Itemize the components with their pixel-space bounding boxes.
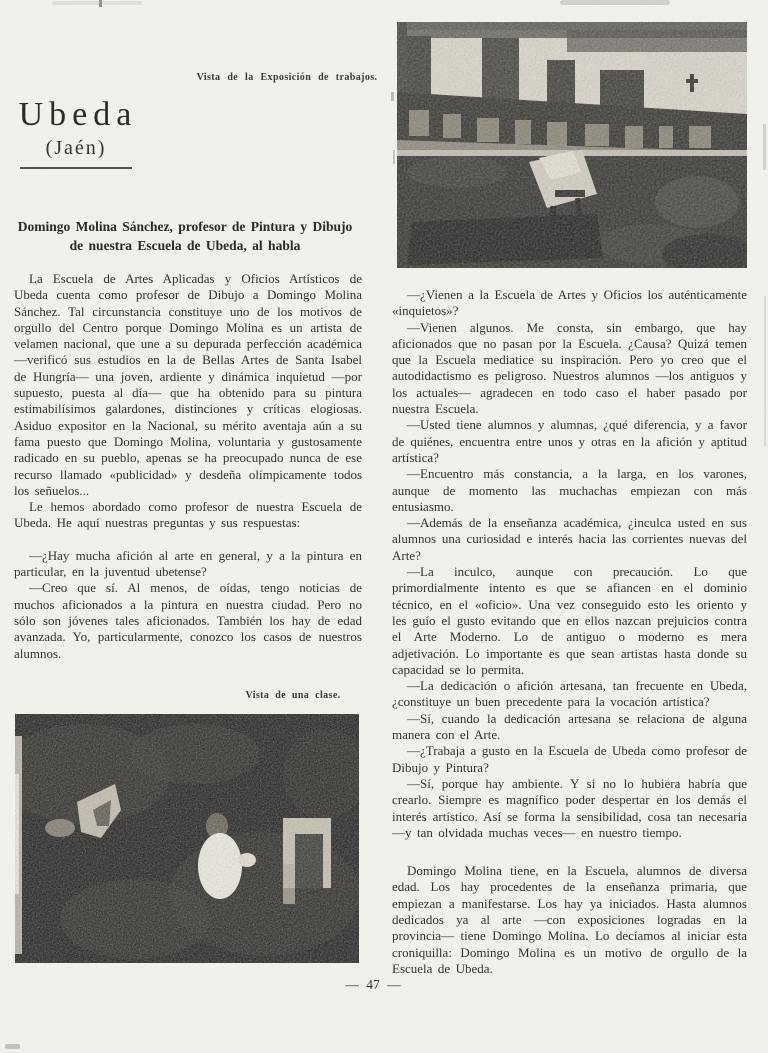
scan-artifact bbox=[764, 296, 766, 446]
scan-artifact bbox=[99, 0, 102, 7]
scan-artifact bbox=[393, 150, 395, 164]
interview-question: —Usted tiene alumnos y alumnas, ¿qué diferencia, y a favor de quiénes, encuentra entre unos y otras en la afición y aptitud artística? bbox=[392, 417, 747, 465]
interview-question: —¿Hay mucha afición al arte en general, y a la pintura en particular, en la juventud ubetense? bbox=[14, 547, 362, 580]
interview-answer: —Encuentro más constancia, a la larga, en los varones, aunque de momento las muchachas empiezan con más entusiasmo. bbox=[392, 466, 747, 514]
class-photo-caption: Vista de una clase. bbox=[245, 690, 341, 701]
title-block bbox=[10, 96, 142, 169]
page-title: Ubeda bbox=[18, 96, 138, 133]
interview-question: —¿Vienen a la Escuela de Artes y Oficios los auténticamente «inquietos»? bbox=[392, 287, 747, 319]
page-number: — 47 — bbox=[345, 977, 401, 992]
right-column bbox=[392, 287, 747, 977]
exhibition-photo bbox=[397, 22, 747, 268]
exhibition-photo-caption: Vista de la Exposición de trabajos. bbox=[196, 72, 378, 83]
title-underline bbox=[20, 167, 132, 169]
scan-artifact bbox=[5, 1044, 20, 1049]
scan-artifact bbox=[560, 0, 670, 5]
closing-paragraph: Domingo Molina tiene, en la Escuela, alumnos de diversa edad. Los hay procedentes de la enseñanza primaria, que empiezan a manifestarse. Los hay ya iniciados. Hasta alumnos dedicados ya al arte —con exposiciones logradas en la provincia— tiene Domingo Molina. Lo decíamos al iniciar esta croniquilla: Domingo Molina es un motivo de orgullo de la Escuela de Ubeda. bbox=[392, 863, 747, 976]
paragraph: La Escuela de Artes Aplicadas y Oficios Artísticos de Ubeda cuenta como profesor de Dibujo a Domingo Molina Sánchez. Tal circunstancia constituye uno de los motivos de orgullo del Centro porque Domingo Molina es un artista de velamen nacional, que une a su depurada perfección académica —verificó sus estudios en la de Bellas Artes de Santa Isabel de Hungría— una joven, ardiente y dinámica inquietud —por supuesto, puesta al día— que ha obtenido para su pintura estimabilísimos galardones, distinciones y críticas elogiosas. Asiduo expositor en la Nacional, su mérito aventaja aún a su fama puesto que Domingo Molina, voluntaria y gustosamente radicado en su pueblo, apenas se ha preocupado nunca de ese recurso llamado «publicidad» y desdeña olímpicamente todos los señuelos... bbox=[14, 271, 362, 498]
class-photo bbox=[15, 714, 359, 963]
paragraph: Le hemos abordado como profesor de nuestra Escuela de Ubeda. He aquí nuestras preguntas y sus respuestas: bbox=[14, 499, 362, 531]
interview-question: —¿Trabaja a gusto en la Escuela de Ubeda como profesor de Dibujo y Pintura? bbox=[392, 743, 747, 775]
scan-artifact bbox=[763, 124, 766, 170]
left-column bbox=[14, 271, 362, 662]
interview-answer: —Sí, porque hay ambiente. Y si no lo hubiera habría que crearlo. Siempre es magnífico poder despertar en los demás el interés artístico. Así se forma la sensibilidad, cosa tan necesaria —y tan olvidada muchas veces— en nuestro tiempo. bbox=[392, 775, 747, 840]
scan-artifact bbox=[52, 1, 142, 5]
page-subtitle: (Jaén) bbox=[45, 137, 107, 159]
interview-answer: —Sí, cuando la dedicación artesana se relaciona de alguna manera con el Arte. bbox=[392, 710, 747, 743]
interview-question: —Además de la enseñanza académica, ¿inculca usted en sus alumnos una curiosidad e interés hacia las corrientes nuevas del Arte? bbox=[392, 515, 747, 563]
interview-answer: —La inculco, aunque con precaución. Lo que primordialmente intento es que se afiancen en el dominio técnico, en el «oficio». Una vez conseguido esto les oriento y les guío el gusto evitando que en ellos nazcan prejuicios contra el Arte Moderno. Lo de antiguo o moderno es mera adjetivación. Lo importante es que sean artistas hasta donde su capacidad se lo permita. bbox=[392, 564, 747, 677]
interview-answer: —Vienen algunos. Me consta, sin embargo, que hay aficionados que no pasan por la Escuela. ¿Causa? Quizá temen que la Escuela mediatice su inspiración. Pero yo creo que el autodidactismo es peligroso. Nuestros alumnos —los antiguos y los actuales— agradecen en todo caso el haber pasado por nuestra Escuela. bbox=[392, 319, 747, 417]
article-heading bbox=[8, 217, 362, 255]
interview-answer: —Creo que sí. Al menos, de oídas, tengo noticias de muchos aficionados a la pintura en nuestra ciudad. Pero no sólo son jóvenes tales aficionados. También los hay de edad avanzada. Yo, particularmente, conozco los casos de nuestros alumnos. bbox=[14, 580, 362, 661]
article-heading-line2: de nuestra Escuela de Ubeda, al habla bbox=[69, 238, 301, 253]
article-heading-line1: Domingo Molina Sánchez, profesor de Pintura y Dibujo bbox=[17, 219, 353, 234]
interview-question: —La dedicación o afición artesana, tan frecuente en Ubeda, ¿constituye un buen precedente para la vocación artística? bbox=[392, 678, 747, 710]
scan-artifact bbox=[391, 92, 394, 101]
